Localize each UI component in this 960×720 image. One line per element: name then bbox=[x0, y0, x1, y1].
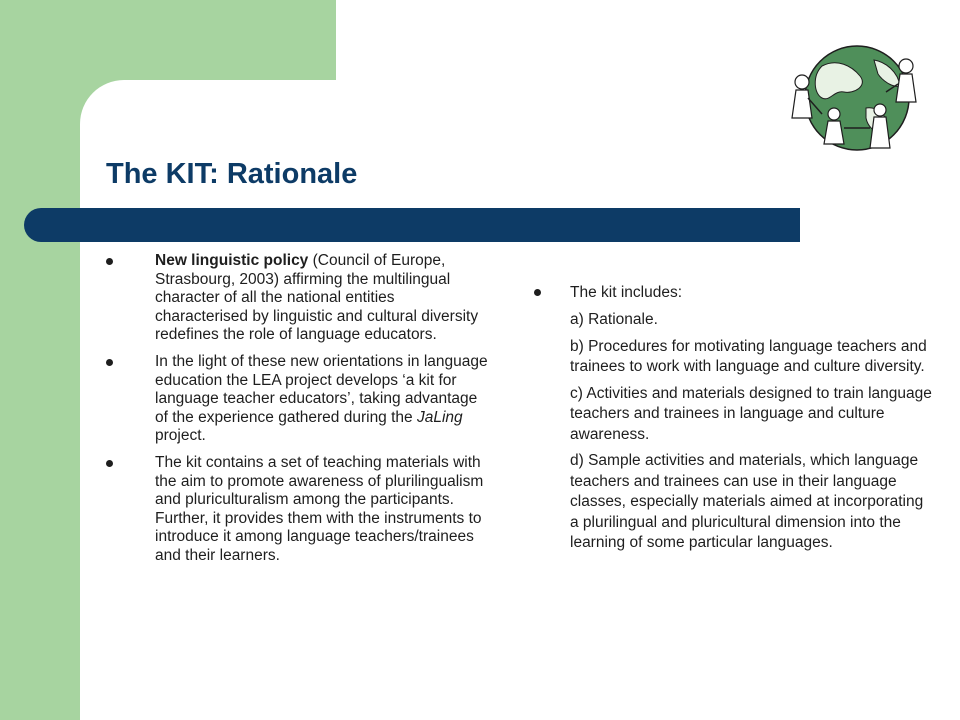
right-column bbox=[534, 283, 934, 560]
bullet-text: project. bbox=[155, 427, 206, 445]
bullet-text: In the light of these new orientations in language education the LEA project develops ‘a kit for language teacher educators’, taking advantage of the experience gathered during the bbox=[155, 352, 488, 426]
kit-item-rationale: a) Rationale. bbox=[570, 311, 658, 328]
bullet-emphasis: JaLing bbox=[416, 408, 463, 426]
children-around-globe-icon bbox=[782, 36, 932, 156]
left-bullet-item bbox=[106, 353, 490, 446]
kit-includes-heading: The kit includes: bbox=[534, 283, 934, 302]
left-bullet-item bbox=[106, 252, 490, 345]
left-bullet-list bbox=[106, 252, 490, 574]
title-underline-bar bbox=[24, 208, 800, 242]
bullet-text: (Council of Europe, Strasbourg, 2003) affirming the multilingual character of all the national entities characterised by linguistic and cultural diversity redefines the role of language educators. bbox=[155, 252, 479, 344]
kit-item-samples: d) Sample activities and materials, which language teachers and trainees can use in their language classes, especially materials aimed at incorporating a plurilingual and pluricultural dimension into the learning of some particular languages. bbox=[570, 452, 924, 551]
left-bullet-item bbox=[106, 454, 490, 566]
kit-item-procedures: b) Procedures for motivating language teachers and trainees to work with language and culture diversity. bbox=[570, 337, 927, 375]
bullet-emphasis: New linguistic policy bbox=[155, 252, 309, 269]
slide-title: The KIT: Rationale bbox=[106, 158, 358, 190]
bullet-text: The kit contains a set of teaching materials with the aim to promote awareness of plurilingualism and pluriculturalism among the participants. Further, it provides them with the instruments to introduce it among language teachers/trainees and their learners. bbox=[155, 453, 484, 564]
kit-item-activities: c) Activities and materials designed to train language teachers and trainees in language and culture awareness. bbox=[570, 384, 932, 443]
